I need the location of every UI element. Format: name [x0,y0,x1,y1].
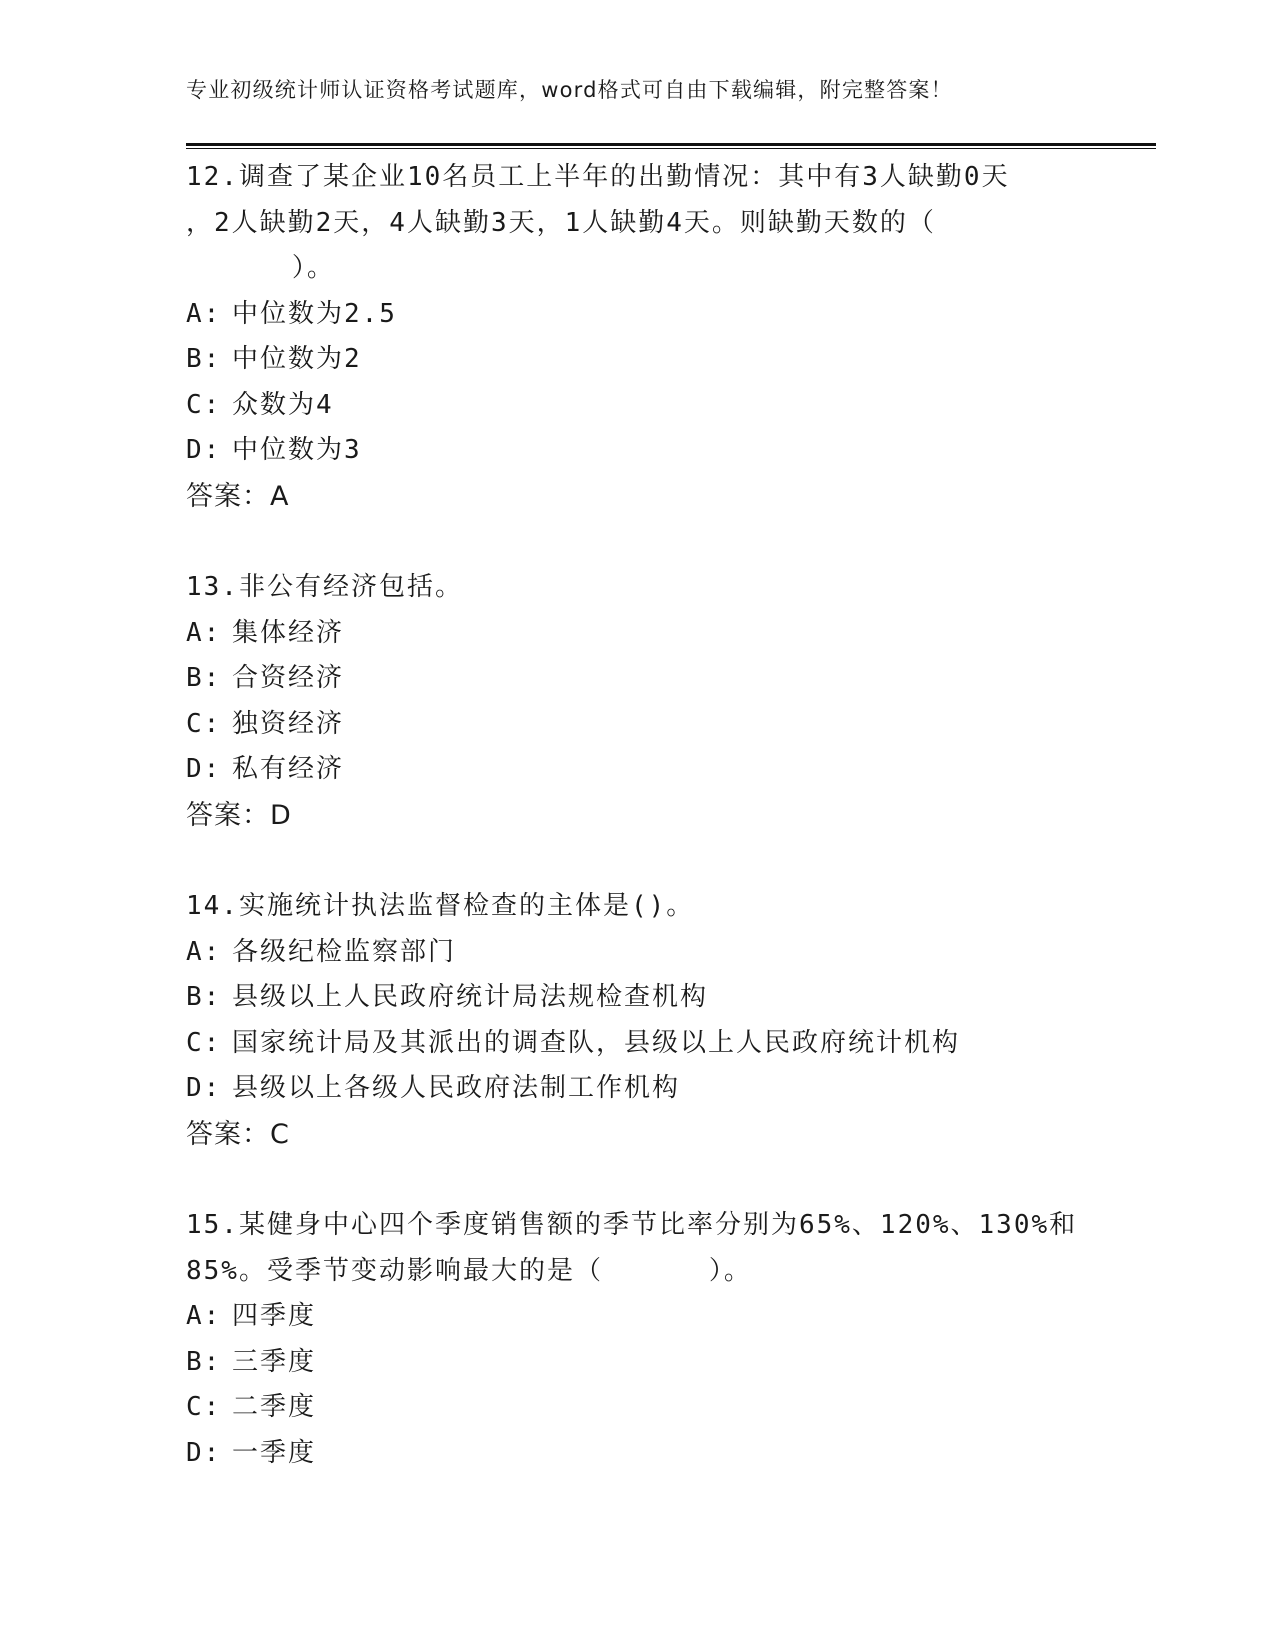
option-text: 一季度 [232,1437,317,1468]
option-text: 各级纪检监察部门 [232,936,457,967]
option-text: 二季度 [232,1392,317,1422]
option-key: D: [186,435,222,465]
question-15 [186,1203,1086,1476]
option-text: 中位数为2 [232,344,362,374]
option-b [186,1340,1086,1386]
option-text: 集体经济 [232,617,345,648]
option-text: 合资经济 [232,663,345,693]
option-key: C: [186,708,222,739]
question-13 [186,565,1086,838]
question-stem: 15.某健身中心四个季度销售额的季节比率分别为65%、120%、130%和 85%。受季节变动影响最大的是（ ）。 [186,1210,1078,1286]
option-c [186,702,1086,748]
option-key: A: [186,936,222,967]
option-key: C: [186,389,222,420]
option-key: B: [186,1346,222,1377]
option-text: 三季度 [232,1346,317,1377]
option-key: B: [186,344,222,374]
option-c [186,1021,1086,1067]
option-b [186,656,1086,702]
page-header: 专业初级统计师认证资格考试题库，word格式可自由下载编辑，附完整答案！ [186,78,953,102]
option-key: D: [186,1073,222,1103]
option-c [186,1385,1086,1431]
answer-line: 答案：C [186,1118,290,1150]
answer-line: 答案：A [186,480,290,512]
option-text: 县级以上各级人民政府法制工作机构 [232,1073,681,1103]
option-a [186,292,1086,338]
option-text: 中位数为2.5 [232,298,397,329]
question-14 [186,884,1086,1157]
option-text: 众数为4 [232,389,334,420]
option-text: 中位数为3 [232,435,362,465]
option-d [186,428,1086,474]
option-a [186,611,1086,657]
question-list [186,155,1086,1476]
question-stem: 14.实施统计执法监督检查的主体是()。 [186,891,695,921]
option-b [186,975,1086,1021]
answer-line: 答案：D [186,799,292,831]
option-text: 国家统计局及其派出的调查队，县级以上人民政府统计机构 [232,1027,961,1058]
option-text: 独资经济 [232,708,345,739]
option-key: A: [186,617,222,648]
option-key: D: [186,1437,222,1468]
option-b [186,337,1086,383]
option-d [186,1066,1086,1112]
option-text: 县级以上人民政府统计局法规检查机构 [232,982,709,1012]
option-key: C: [186,1027,222,1058]
option-key: D: [186,754,222,784]
option-d [186,747,1086,793]
option-key: B: [186,982,222,1012]
question-12 [186,155,1086,519]
option-key: B: [186,663,222,693]
option-text: 私有经济 [232,754,345,784]
option-key: A: [186,298,222,329]
question-stem: 12.调查了某企业10名员工上半年的出勤情况：其中有3人缺勤0天 ，2人缺勤2天，4人缺勤3天，1人缺勤4天。则缺勤天数的（ ）。 [186,162,1010,283]
option-key: A: [186,1301,222,1331]
option-a [186,930,1086,976]
option-a [186,1294,1086,1340]
option-text: 四季度 [232,1301,317,1331]
option-d [186,1431,1086,1477]
option-c [186,383,1086,429]
question-stem: 13.非公有经济包括。 [186,572,463,602]
option-key: C: [186,1392,222,1422]
header-divider [186,143,1156,146]
